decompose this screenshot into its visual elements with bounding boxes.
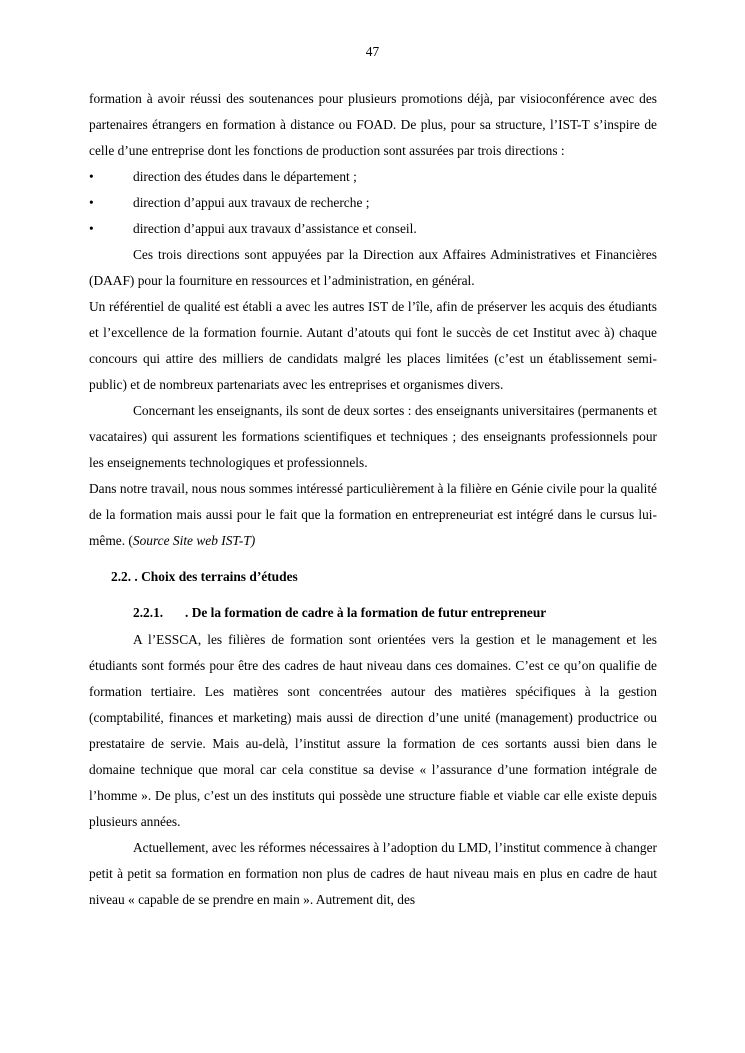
list-item xyxy=(89,164,657,190)
document-body xyxy=(89,86,657,913)
subsection-number: 2.2.1. xyxy=(133,605,164,620)
source-citation: Source Site web IST-T) xyxy=(132,533,256,548)
list-item xyxy=(89,190,657,216)
bullet-icon: • xyxy=(89,169,94,184)
list-item-text: direction des études dans le département ; xyxy=(133,169,357,184)
section-heading: 2.2. . Choix des terrains d’études xyxy=(111,569,298,584)
list-item xyxy=(89,216,657,242)
paragraph-referentiel: Un référentiel de qualité est établi a avec les autres IST de l’île, afin de préserver les acquis des étudiants et l’excellence de la formation fournie. Autant d’atouts qui font le succès de cet Institut avec à) chaque concours qui attire des milliers de candidats malgré les places limitées (c’est un établissement semi-public) et de nombreux partenariats avec les entreprises et organismes divers. xyxy=(89,299,657,392)
list-item-text: direction d’appui aux travaux d’assistance et conseil. xyxy=(133,221,417,236)
bullet-icon: • xyxy=(89,221,94,236)
subsection-heading xyxy=(89,600,657,626)
bullet-icon: • xyxy=(89,195,94,210)
paragraph-essca: A l’ESSCA, les filières de formation sont orientées vers la gestion et le management et les étudiants sont formés pour être des cadres de haut niveau dans ces domaines. C’est ce qu’on qualifie de formation tertiaire. Les matières sont concentrées autour des matières spécifiques à la gestion (comptabilité, finances et marketing) mais aussi de direction d’une unité (management) productrice ou prestataire de servie. Mais au-delà, l’institut assure la formation de ces sortants aussi bien dans le domaine technique que moral car cela constitue sa devise « l’assurance d’une formation intégrale de l’homme ». De plus, c’est un des instituts qui possède une structure fiable et viable car elle existe depuis plusieurs années. xyxy=(89,632,657,829)
page-number: 47 xyxy=(365,44,380,59)
list-item-text: direction d’appui aux travaux de recherche ; xyxy=(133,195,370,210)
directions-list xyxy=(89,164,657,242)
paragraph-genie-civile xyxy=(89,476,657,554)
paragraph-lmd: Actuellement, avec les réformes nécessaires à l’adoption du LMD, l’institut commence à changer petit à petit sa formation en formation non plus de cadres de haut niveau mais en plus en cadre de haut niveau « capable de se prendre en main ». Autrement dit, des xyxy=(89,840,657,907)
paragraph-ist-t-intro: formation à avoir réussi des soutenances pour plusieurs promotions déjà, par visioconférence avec des partenaires étrangers en formation à distance ou FOAD. De plus, pour sa structure, l’IST-T s’inspire de celle d’une entreprise dont les fonctions de production sont assurées par trois directions : xyxy=(89,91,657,158)
paragraph-daaf: Ces trois directions sont appuyées par la Direction aux Affaires Administratives et Financières (DAAF) pour la fourniture en ressources et l’administration, en général. xyxy=(89,247,657,288)
paragraph-enseignants: Concernant les enseignants, ils sont de deux sortes : des enseignants universitaires (permanents et vacataires) qui assurent les formations scientifiques et techniques ; des enseignants professionnels pour les enseignements technologiques et professionnels. xyxy=(89,403,657,470)
paragraph-text: Dans notre travail, nous nous sommes intéressé particulièrement à la filière en Génie civile pour la qualité de la formation mais aussi pour le fait que la formation en entrepreneuriat est intégré dans le cursus lui-même. ( xyxy=(89,481,657,548)
subsection-title: . De la formation de cadre à la formation de futur entrepreneur xyxy=(185,605,547,620)
